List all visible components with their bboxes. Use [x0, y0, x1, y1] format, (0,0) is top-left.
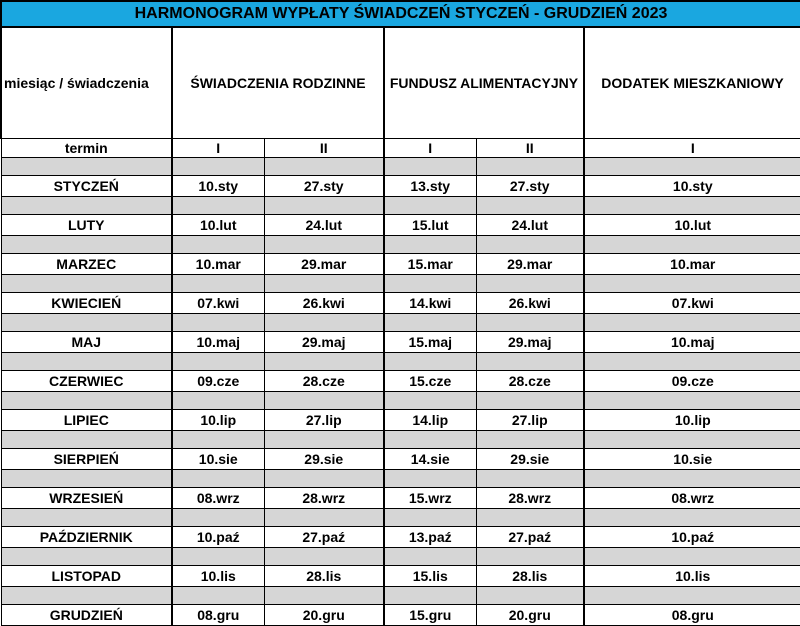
separator-cell [1, 509, 172, 527]
separator-row [1, 353, 800, 371]
date-cell-sr2: 28.cze [264, 371, 384, 392]
separator-cell [172, 236, 264, 254]
separator-cell [1, 431, 172, 449]
separator-cell [384, 509, 476, 527]
date-cell-sr2: 24.lut [264, 215, 384, 236]
separator-cell [476, 197, 584, 215]
date-cell-fa2: 28.cze [476, 371, 584, 392]
month-cell: LISTOPAD [1, 566, 172, 587]
separator-cell [476, 275, 584, 293]
table-row [1, 254, 800, 275]
month-cell: WRZESIEŃ [1, 488, 172, 509]
separator-cell [172, 587, 264, 605]
separator-cell [264, 158, 384, 176]
month-cell: PAŹDZIERNIK [1, 527, 172, 548]
month-cell: KWIECIEŃ [1, 293, 172, 314]
separator-cell [584, 197, 800, 215]
separator-cell [264, 197, 384, 215]
separator-cell [172, 275, 264, 293]
termin-dm-1: I [584, 139, 800, 158]
separator-cell [384, 353, 476, 371]
month-cell: GRUDZIEŃ [1, 605, 172, 626]
date-cell-fa1: 14.lip [384, 410, 476, 431]
separator-cell [172, 314, 264, 332]
separator-cell [1, 392, 172, 410]
month-cell: STYCZEŃ [1, 176, 172, 197]
date-cell-fa2: 28.wrz [476, 488, 584, 509]
separator-cell [264, 353, 384, 371]
separator-row [1, 236, 800, 254]
date-cell-dm1: 10.mar [584, 254, 800, 275]
separator-cell [172, 392, 264, 410]
date-cell-fa1: 15.wrz [384, 488, 476, 509]
separator-cell [264, 548, 384, 566]
table-row [1, 449, 800, 470]
separator-cell [1, 236, 172, 254]
separator-cell [476, 353, 584, 371]
separator-cell [264, 236, 384, 254]
table-row [1, 215, 800, 236]
month-cell: MARZEC [1, 254, 172, 275]
separator-cell [584, 353, 800, 371]
separator-cell [264, 275, 384, 293]
date-cell-sr2: 29.mar [264, 254, 384, 275]
header-fundusz-alimentacyjny: FUNDUSZ ALIMENTACYJNY [384, 27, 584, 139]
separator-cell [384, 431, 476, 449]
date-cell-dm1: 10.lis [584, 566, 800, 587]
separator-cell [384, 587, 476, 605]
date-cell-fa2: 27.paź [476, 527, 584, 548]
date-cell-dm1: 10.lut [584, 215, 800, 236]
date-cell-sr1: 10.paź [172, 527, 264, 548]
date-cell-fa1: 15.gru [384, 605, 476, 626]
separator-cell [476, 314, 584, 332]
separator-cell [476, 392, 584, 410]
date-cell-dm1: 08.gru [584, 605, 800, 626]
separator-cell [476, 470, 584, 488]
separator-row [1, 509, 800, 527]
date-cell-sr1: 10.mar [172, 254, 264, 275]
separator-cell [172, 470, 264, 488]
date-cell-sr2: 28.wrz [264, 488, 384, 509]
date-cell-sr1: 10.sie [172, 449, 264, 470]
date-cell-sr2: 26.kwi [264, 293, 384, 314]
date-cell-sr2: 29.sie [264, 449, 384, 470]
date-cell-fa1: 15.mar [384, 254, 476, 275]
date-cell-fa2: 29.mar [476, 254, 584, 275]
separator-cell [384, 275, 476, 293]
separator-row [1, 275, 800, 293]
table-row [1, 332, 800, 353]
date-cell-dm1: 07.kwi [584, 293, 800, 314]
date-cell-sr1: 10.lip [172, 410, 264, 431]
separator-cell [384, 197, 476, 215]
date-cell-fa1: 15.lis [384, 566, 476, 587]
date-cell-fa2: 29.sie [476, 449, 584, 470]
date-cell-sr1: 10.maj [172, 332, 264, 353]
separator-cell [172, 548, 264, 566]
date-cell-sr1: 09.cze [172, 371, 264, 392]
separator-cell [384, 236, 476, 254]
separator-row [1, 392, 800, 410]
termin-sr-1: I [172, 139, 264, 158]
date-cell-fa1: 13.sty [384, 176, 476, 197]
header-dodatek-mieszkaniowy: DODATEK MIESZKANIOWY [584, 27, 800, 139]
separator-cell [1, 314, 172, 332]
separator-cell [384, 548, 476, 566]
termin-label: termin [1, 139, 172, 158]
separator-row [1, 314, 800, 332]
separator-cell [264, 470, 384, 488]
termin-sr-2: II [264, 139, 384, 158]
date-cell-fa2: 26.kwi [476, 293, 584, 314]
separator-cell [172, 509, 264, 527]
separator-cell [1, 548, 172, 566]
table-row [1, 371, 800, 392]
separator-row [1, 587, 800, 605]
date-cell-sr1: 10.sty [172, 176, 264, 197]
separator-row [1, 548, 800, 566]
table-row [1, 605, 800, 626]
date-cell-fa1: 15.lut [384, 215, 476, 236]
date-cell-sr1: 08.gru [172, 605, 264, 626]
separator-cell [264, 392, 384, 410]
separator-cell [584, 392, 800, 410]
separator-cell [1, 353, 172, 371]
separator-cell [264, 509, 384, 527]
separator-cell [584, 431, 800, 449]
termin-fa-1: I [384, 139, 476, 158]
separator-cell [384, 392, 476, 410]
separator-cell [172, 431, 264, 449]
date-cell-dm1: 10.paź [584, 527, 800, 548]
termin-fa-2: II [476, 139, 584, 158]
date-cell-sr2: 27.lip [264, 410, 384, 431]
date-cell-fa2: 24.lut [476, 215, 584, 236]
separator-row [1, 431, 800, 449]
date-cell-fa2: 28.lis [476, 566, 584, 587]
header-swiadczenia-rodzinne: ŚWIADCZENIA RODZINNE [172, 27, 384, 139]
separator-row [1, 470, 800, 488]
date-cell-fa1: 15.cze [384, 371, 476, 392]
date-cell-fa1: 15.maj [384, 332, 476, 353]
date-cell-dm1: 10.lip [584, 410, 800, 431]
separator-cell [584, 158, 800, 176]
date-cell-dm1: 10.sie [584, 449, 800, 470]
separator-cell [584, 548, 800, 566]
month-cell: LUTY [1, 215, 172, 236]
separator-cell [584, 587, 800, 605]
date-cell-fa1: 14.kwi [384, 293, 476, 314]
separator-cell [476, 158, 584, 176]
separator-cell [584, 275, 800, 293]
date-cell-dm1: 08.wrz [584, 488, 800, 509]
month-cell: CZERWIEC [1, 371, 172, 392]
separator-cell [584, 509, 800, 527]
date-cell-fa2: 27.sty [476, 176, 584, 197]
separator-cell [384, 314, 476, 332]
separator-cell [264, 431, 384, 449]
date-cell-sr2: 27.sty [264, 176, 384, 197]
table-row [1, 566, 800, 587]
separator-cell [476, 431, 584, 449]
separator-row [1, 197, 800, 215]
separator-cell [1, 275, 172, 293]
header-month-benefit: miesiąc / świadczenia [1, 27, 172, 139]
separator-cell [384, 470, 476, 488]
separator-cell [172, 353, 264, 371]
separator-cell [584, 314, 800, 332]
table-row [1, 488, 800, 509]
month-cell: LIPIEC [1, 410, 172, 431]
date-cell-sr2: 27.paź [264, 527, 384, 548]
separator-cell [476, 587, 584, 605]
date-cell-fa2: 20.gru [476, 605, 584, 626]
separator-cell [476, 548, 584, 566]
date-cell-fa2: 29.maj [476, 332, 584, 353]
table-row [1, 293, 800, 314]
separator-cell [172, 158, 264, 176]
table-title: HARMONOGRAM WYPŁATY ŚWIADCZEŃ STYCZEŃ - GRUDZIEŃ 2023 [1, 1, 800, 27]
month-cell: MAJ [1, 332, 172, 353]
table-row [1, 410, 800, 431]
separator-cell [384, 158, 476, 176]
date-cell-sr1: 08.wrz [172, 488, 264, 509]
date-cell-dm1: 10.sty [584, 176, 800, 197]
date-cell-fa1: 13.paź [384, 527, 476, 548]
date-cell-fa1: 14.sie [384, 449, 476, 470]
date-cell-sr2: 29.maj [264, 332, 384, 353]
date-cell-dm1: 09.cze [584, 371, 800, 392]
separator-cell [1, 158, 172, 176]
separator-cell [1, 197, 172, 215]
date-cell-fa2: 27.lip [476, 410, 584, 431]
separator-cell [172, 197, 264, 215]
separator-cell [584, 236, 800, 254]
date-cell-sr1: 10.lis [172, 566, 264, 587]
separator-cell [476, 236, 584, 254]
date-cell-dm1: 10.maj [584, 332, 800, 353]
month-cell: SIERPIEŃ [1, 449, 172, 470]
separator-cell [584, 470, 800, 488]
separator-cell [264, 587, 384, 605]
date-cell-sr2: 28.lis [264, 566, 384, 587]
separator-cell [1, 587, 172, 605]
table-row [1, 527, 800, 548]
separator-cell [476, 509, 584, 527]
date-cell-sr1: 10.lut [172, 215, 264, 236]
separator-cell [264, 314, 384, 332]
separator-cell [1, 470, 172, 488]
date-cell-sr1: 07.kwi [172, 293, 264, 314]
date-cell-sr2: 20.gru [264, 605, 384, 626]
table-row [1, 176, 800, 197]
separator-row [1, 158, 800, 176]
